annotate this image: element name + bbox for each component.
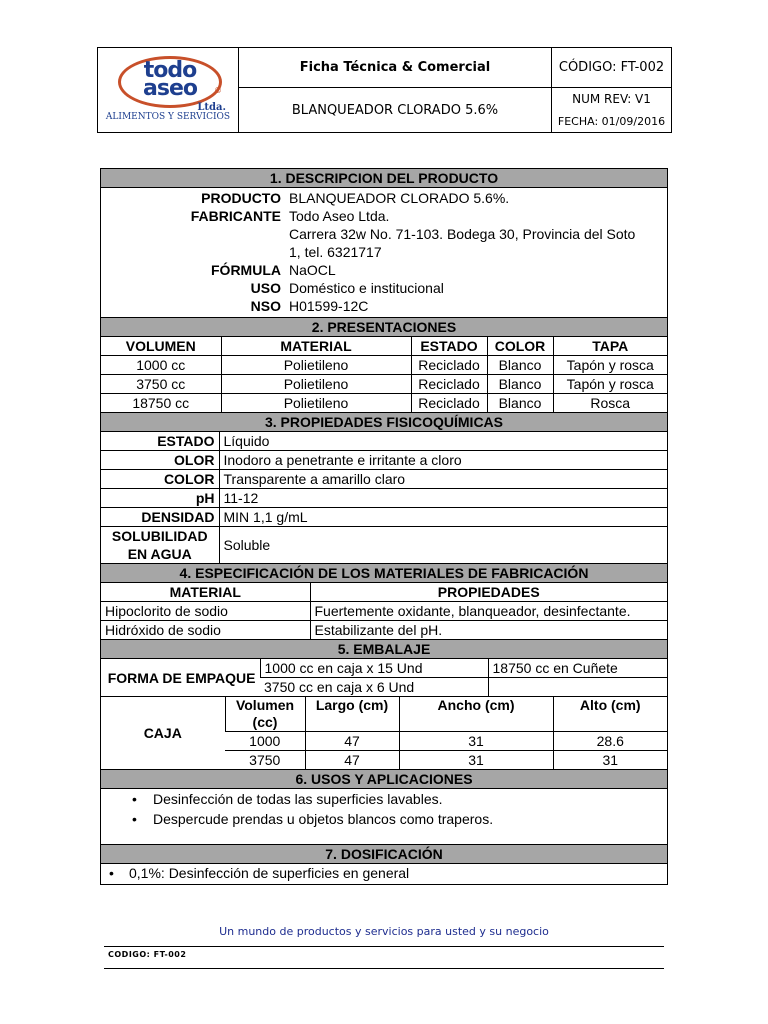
table-header-row (101, 337, 667, 356)
col-header: Ancho (cm) (399, 697, 553, 732)
prop-value: Inodoro a penetrante e irritante a cloro (219, 451, 667, 470)
cell: 18750 cc en Cuñete (488, 659, 667, 678)
revision: NUM REV: V1 (572, 92, 651, 106)
table-row (101, 508, 667, 527)
cell: Blanco (487, 394, 553, 413)
producto-value: BLANQUEADOR CLORADO 5.6%. (289, 190, 510, 206)
col-header: ESTADO (411, 337, 487, 356)
table-row (101, 489, 667, 508)
cell: 1000 cc (101, 356, 221, 375)
footer-slogan: Un mundo de productos y servicios para usted y su negocio (219, 925, 549, 938)
list-item: • 0,1%: Desinfección de superficies en general (101, 864, 667, 883)
caja-label: CAJA (143, 724, 182, 741)
table-row (101, 432, 667, 451)
col-header: Alto (cm) (553, 697, 667, 732)
section-6-title: 6. USOS Y APLICACIONES (101, 770, 667, 789)
cell: 31 (399, 732, 553, 751)
prop-label: DENSIDAD (101, 508, 219, 527)
cell: Tapón y rosca (553, 375, 667, 394)
footer-divider-bottom (104, 968, 664, 969)
table-header-row (101, 583, 667, 602)
company-logo (98, 48, 239, 132)
prop-value: Transparente a amarillo claro (219, 470, 667, 489)
section-7-title: 7. DOSIFICACIÓN (101, 845, 667, 864)
footer-divider-top (104, 946, 664, 947)
propiedades-table (101, 432, 667, 564)
prop-label: pH (101, 489, 219, 508)
section-3-title: 3. PROPIEDADES FISICOQUÍMICAS (101, 413, 667, 432)
prop-value: Líquido (219, 432, 667, 451)
usos-list (101, 789, 667, 845)
table-row (101, 621, 667, 640)
presentaciones-table (101, 337, 667, 413)
producto-label: PRODUCTO (201, 190, 281, 206)
cell: 47 (305, 732, 399, 751)
prop-label: ESTADO (157, 432, 215, 449)
logo-text-aseo: aseo (143, 76, 197, 101)
doc-date: FECHA: 01/09/2016 (557, 114, 666, 128)
cell: 3750 (225, 751, 305, 770)
fabricante-address: Carrera 32w No. 71-103. Bodega 30, Provincia del Soto 1, tel. 6321717 (289, 226, 636, 260)
col-header: Largo (cm) (305, 697, 399, 732)
section-4-title: 4. ESPECIFICACIÓN DE LOS MATERIALES DE FABRICACIÓN (101, 564, 667, 583)
table-row (101, 527, 667, 564)
col-header: COLOR (487, 337, 553, 356)
caja-table (101, 697, 667, 770)
cell: 28.6 (553, 732, 667, 751)
formula-value: NaOCL (289, 262, 336, 278)
list-item: • Despercude prendas u objetos blancos como traperos. (101, 811, 667, 827)
table-row (101, 470, 667, 489)
section-1-title: 1. DESCRIPCION DEL PRODUCTO (101, 169, 667, 188)
document-header (97, 47, 672, 133)
table-row (101, 356, 667, 375)
cell: Polietileno (221, 375, 411, 394)
prop-label: COLOR (101, 470, 219, 489)
prop-label: OLOR (101, 451, 219, 470)
cell: 1000 (225, 732, 305, 751)
table-row (101, 659, 667, 678)
prop-value: Soluble (219, 527, 667, 564)
cell: Estabilizante del pH. (310, 621, 667, 640)
cell: Hidróxido de sodio (101, 621, 310, 640)
cell: 18750 cc (101, 394, 221, 413)
cell: Hipoclorito de sodio (101, 602, 310, 621)
prop-value: MIN 1,1 g/mL (219, 508, 667, 527)
cell: 31 (553, 751, 667, 770)
cell: Tapón y rosca (553, 356, 667, 375)
uso-value: Doméstico e institucional (289, 280, 444, 296)
logo-registered-mark: ® (214, 86, 222, 95)
section-5-title: 5. EMBALAJE (101, 640, 667, 659)
uso-label: USO (250, 280, 281, 296)
cell: Blanco (487, 356, 553, 375)
cell: Reciclado (411, 356, 487, 375)
col-header: Volumen (cc) (225, 697, 305, 732)
cell: 3750 cc en caja x 6 Und (260, 678, 488, 697)
cell: Reciclado (411, 394, 487, 413)
col-header: MATERIAL (169, 583, 241, 600)
fabricante-label: FABRICANTE (190, 208, 281, 224)
table-row (101, 451, 667, 470)
fabricante-value: Todo Aseo Ltda. (289, 208, 390, 224)
col-header: VOLUMEN (125, 337, 196, 354)
list-item: • Desinfección de todas las superficies lavables. (101, 791, 667, 807)
nso-label: NSO (250, 298, 281, 314)
spec-sheet (100, 168, 668, 885)
forma-empaque-label: FORMA DE EMPAQUE (107, 669, 256, 686)
cell: 47 (305, 751, 399, 770)
col-header: TAPA (553, 337, 667, 356)
col-header: MATERIAL (221, 337, 411, 356)
materiales-table (101, 583, 667, 640)
doc-code: CÓDIGO: FT-002 (552, 48, 671, 88)
cell: Polietileno (221, 356, 411, 375)
cell: Fuertemente oxidante, blanqueador, desinfectante. (310, 602, 667, 621)
forma-empaque-table (101, 659, 667, 697)
cell: Polietileno (221, 394, 411, 413)
cell: Reciclado (411, 375, 487, 394)
table-row (101, 602, 667, 621)
prop-label: SOLUBILIDAD EN AGUA (101, 527, 219, 564)
logo-ltda: Ltda. (197, 102, 226, 113)
dosificacion-list (101, 864, 667, 884)
formula-label: FÓRMULA (211, 262, 281, 278)
logo-tagline: ALIMENTOS Y SERVICIOS (105, 112, 231, 122)
cell: 1000 cc en caja x 15 Und (260, 659, 488, 678)
footer-code: CODIGO: FT-002 (108, 950, 187, 959)
prop-value: 11-12 (219, 489, 667, 508)
nso-value: H01599-12C (289, 298, 369, 314)
cell: Blanco (487, 375, 553, 394)
cell: Rosca (553, 394, 667, 413)
cell (488, 678, 667, 697)
table-header-row (101, 697, 667, 732)
cell: 3750 cc (101, 375, 221, 394)
section-2-title: 2. PRESENTACIONES (101, 318, 667, 337)
product-description (101, 188, 667, 318)
cell: 31 (399, 751, 553, 770)
col-header: PROPIEDADES (310, 583, 667, 602)
table-row (101, 375, 667, 394)
product-title: BLANQUEADOR CLORADO 5.6% (239, 88, 552, 132)
doc-type: Ficha Técnica & Comercial (239, 48, 552, 88)
logo-text-todo: todo (143, 58, 197, 83)
table-row (101, 394, 667, 413)
